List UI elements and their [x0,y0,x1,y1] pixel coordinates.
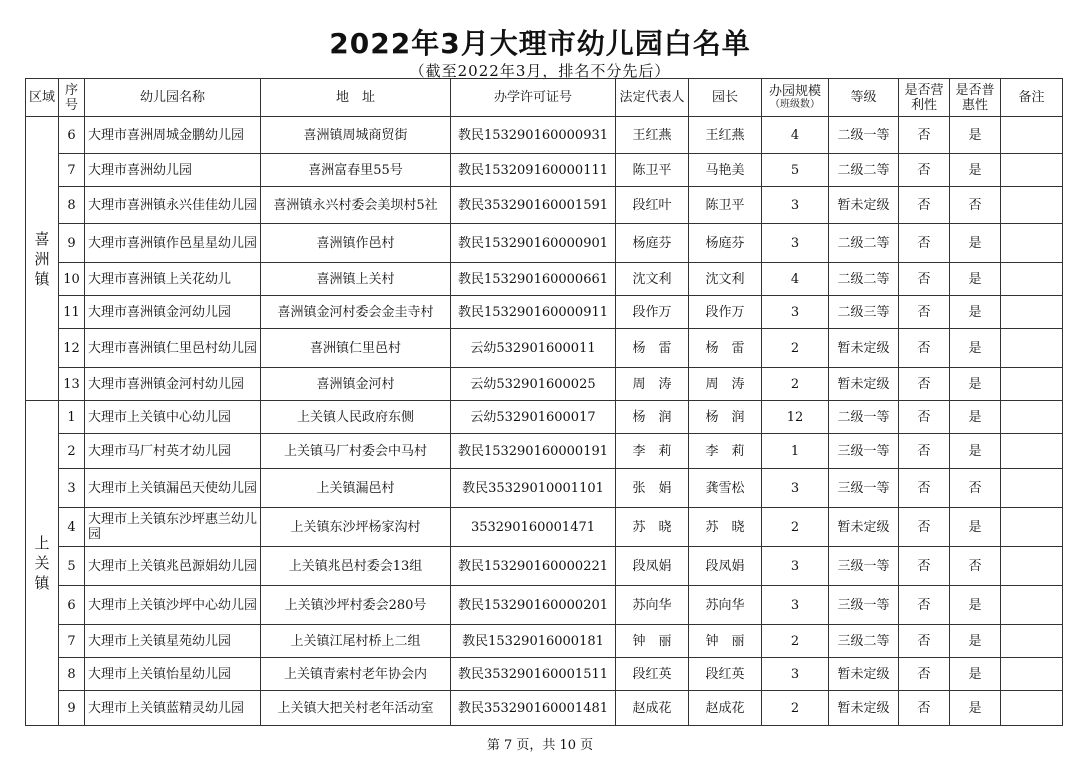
header-scale-label: 办园规模 [768,84,821,99]
table-row [26,586,1063,625]
header-legal-rep: 法定代表人 [616,79,689,117]
cell-scale: 2 [762,625,829,658]
cell-license: 教民153290160000931 [451,117,616,154]
cell-director: 钟 丽 [689,625,762,658]
kindergarten-table [25,78,1063,726]
cell-grade: 二级三等 [829,296,899,329]
header-note: 备注 [1001,79,1063,117]
cell-grade: 暂未定级 [829,187,899,224]
cell-address: 喜洲富春里55号 [261,154,451,187]
cell-grade: 暂未定级 [829,329,899,368]
cell-name: 大理市上关镇兆邑源娟幼儿园 [85,547,261,586]
cell-profit: 否 [899,224,950,263]
cell-scale: 3 [762,469,829,508]
cell-director: 周 涛 [689,368,762,401]
cell-address: 上关镇东沙坪杨家沟村 [261,508,451,547]
cell-license: 教民153290160000661 [451,263,616,296]
cell-legal-rep: 李 莉 [616,434,689,469]
cell-scale: 3 [762,586,829,625]
cell-name: 大理市马厂村英才幼儿园 [85,434,261,469]
cell-profit: 否 [899,187,950,224]
cell-director: 段红英 [689,658,762,691]
cell-note [1001,368,1063,401]
page-footer: 第 7 页，共 10 页 [486,738,594,753]
cell-scale: 5 [762,154,829,187]
cell-license: 教民153290160000901 [451,224,616,263]
cell-seq: 4 [59,508,85,547]
cell-scale: 3 [762,547,829,586]
table-body [26,117,1063,726]
cell-address: 上关镇沙坪村委会280号 [261,586,451,625]
cell-grade: 三级二等 [829,625,899,658]
cell-director: 赵成花 [689,691,762,726]
cell-address: 喜洲镇上关村 [261,263,451,296]
cell-legal-rep: 赵成花 [616,691,689,726]
cell-scale: 3 [762,224,829,263]
cell-grade: 暂未定级 [829,368,899,401]
cell-grade: 三级一等 [829,434,899,469]
header-scale-sub: （班级数） [770,99,820,110]
cell-address: 上关镇兆邑村委会13组 [261,547,451,586]
cell-seq: 9 [59,691,85,726]
cell-grade: 三级一等 [829,547,899,586]
cell-grade: 二级二等 [829,154,899,187]
cell-seq: 8 [59,658,85,691]
header-profit: 是否营利性 [899,79,950,117]
cell-legal-rep: 杨 润 [616,401,689,434]
cell-inclusive: 是 [950,224,1001,263]
table-row [26,401,1063,434]
cell-inclusive: 是 [950,368,1001,401]
table-row [26,469,1063,508]
cell-profit: 否 [899,154,950,187]
cell-legal-rep: 沈文利 [616,263,689,296]
table-row [26,625,1063,658]
cell-region: 喜 洲 镇 [26,117,59,401]
cell-legal-rep: 杨庭芬 [616,224,689,263]
cell-note [1001,296,1063,329]
cell-license: 云幼532901600017 [451,401,616,434]
cell-scale: 4 [762,117,829,154]
cell-note [1001,434,1063,469]
cell-profit: 否 [899,368,950,401]
cell-grade: 二级一等 [829,117,899,154]
cell-director: 苏 晓 [689,508,762,547]
cell-director: 陈卫平 [689,187,762,224]
cell-legal-rep: 杨 雷 [616,329,689,368]
cell-inclusive: 是 [950,625,1001,658]
header-name: 幼儿园名称 [85,79,261,117]
cell-profit: 否 [899,401,950,434]
cell-profit: 否 [899,469,950,508]
cell-legal-rep: 张 娟 [616,469,689,508]
cell-license: 云幼532901600025 [451,368,616,401]
cell-name: 大理市上关镇星苑幼儿园 [85,625,261,658]
cell-scale: 1 [762,434,829,469]
header-seq: 序号 [59,79,85,117]
cell-address: 喜洲镇周城商贸街 [261,117,451,154]
cell-grade: 二级二等 [829,263,899,296]
cell-region: 上 关 镇 [26,401,59,726]
cell-inclusive: 是 [950,329,1001,368]
cell-name: 大理市喜洲镇金河村幼儿园 [85,368,261,401]
cell-profit: 否 [899,586,950,625]
cell-legal-rep: 段红英 [616,658,689,691]
cell-legal-rep: 段凤娟 [616,547,689,586]
cell-seq: 6 [59,586,85,625]
cell-note [1001,547,1063,586]
cell-license: 云幼532901600011 [451,329,616,368]
table-row [26,658,1063,691]
cell-name: 大理市上关镇东沙坪惠兰幼儿园 [85,508,261,547]
cell-seq: 7 [59,625,85,658]
cell-seq: 7 [59,154,85,187]
cell-profit: 否 [899,625,950,658]
cell-legal-rep: 钟 丽 [616,625,689,658]
cell-license: 教民353290160001511 [451,658,616,691]
cell-director: 苏向华 [689,586,762,625]
page-subtitle: （截至2022年3月，排名不分先后） [409,62,671,80]
cell-note [1001,658,1063,691]
header-grade: 等级 [829,79,899,117]
cell-legal-rep: 陈卫平 [616,154,689,187]
cell-scale: 3 [762,187,829,224]
cell-seq: 8 [59,187,85,224]
cell-address: 喜洲镇仁里邑村 [261,329,451,368]
cell-address: 上关镇马厂村委会中马村 [261,434,451,469]
cell-profit: 否 [899,263,950,296]
cell-address: 喜洲镇金河村 [261,368,451,401]
cell-name: 大理市喜洲镇永兴佳佳幼儿园 [85,187,261,224]
cell-inclusive: 否 [950,469,1001,508]
cell-inclusive: 是 [950,658,1001,691]
cell-license: 教民153209160000111 [451,154,616,187]
cell-director: 杨 润 [689,401,762,434]
header-scale [762,79,829,117]
cell-director: 龚雪松 [689,469,762,508]
cell-name: 大理市上关镇漏邑天使幼儿园 [85,469,261,508]
cell-name: 大理市上关镇怡星幼儿园 [85,658,261,691]
cell-inclusive: 是 [950,691,1001,726]
cell-license: 教民15329016000181 [451,625,616,658]
cell-address: 喜洲镇作邑村 [261,224,451,263]
cell-name: 大理市喜洲幼儿园 [85,154,261,187]
table-row [26,508,1063,547]
cell-seq: 1 [59,401,85,434]
cell-note [1001,401,1063,434]
cell-name: 大理市喜洲周城金鹏幼儿园 [85,117,261,154]
cell-seq: 12 [59,329,85,368]
cell-address: 喜洲镇永兴村委会美坝村5社 [261,187,451,224]
cell-legal-rep: 段红叶 [616,187,689,224]
table-row [26,329,1063,368]
cell-director: 段作万 [689,296,762,329]
cell-seq: 3 [59,469,85,508]
cell-note [1001,469,1063,508]
cell-grade: 三级一等 [829,586,899,625]
table-row [26,368,1063,401]
page-title: 2022年3月大理市幼儿园白名单 [329,27,751,60]
cell-profit: 否 [899,691,950,726]
cell-license: 教民153290160000191 [451,434,616,469]
cell-inclusive: 是 [950,508,1001,547]
cell-note [1001,117,1063,154]
cell-scale: 2 [762,329,829,368]
cell-director: 李 莉 [689,434,762,469]
header-address: 地 址 [261,79,451,117]
table-row [26,434,1063,469]
cell-inclusive: 是 [950,586,1001,625]
cell-profit: 否 [899,117,950,154]
cell-scale: 2 [762,368,829,401]
cell-name: 大理市喜洲镇仁里邑村幼儿园 [85,329,261,368]
cell-name: 大理市上关镇中心幼儿园 [85,401,261,434]
cell-seq: 13 [59,368,85,401]
cell-director: 段凤娟 [689,547,762,586]
cell-inclusive: 否 [950,187,1001,224]
table-row [26,224,1063,263]
cell-license: 教民353290160001481 [451,691,616,726]
cell-profit: 否 [899,658,950,691]
cell-note [1001,508,1063,547]
cell-grade: 暂未定级 [829,658,899,691]
cell-grade: 二级一等 [829,401,899,434]
cell-inclusive: 是 [950,296,1001,329]
header-license: 办学许可证号 [451,79,616,117]
cell-director: 杨庭芬 [689,224,762,263]
cell-director: 马艳美 [689,154,762,187]
cell-grade: 暂未定级 [829,508,899,547]
cell-inclusive: 是 [950,117,1001,154]
cell-note [1001,154,1063,187]
cell-scale: 3 [762,658,829,691]
cell-director: 沈文利 [689,263,762,296]
cell-license: 353290160001471 [451,508,616,547]
cell-name: 大理市喜洲镇作邑星星幼儿园 [85,224,261,263]
cell-grade: 二级二等 [829,224,899,263]
cell-note [1001,263,1063,296]
cell-note [1001,625,1063,658]
cell-address: 上关镇漏邑村 [261,469,451,508]
cell-name: 大理市喜洲镇金河幼儿园 [85,296,261,329]
cell-scale: 4 [762,263,829,296]
cell-seq: 11 [59,296,85,329]
cell-seq: 5 [59,547,85,586]
cell-legal-rep: 王红燕 [616,117,689,154]
cell-license: 教民153290160000201 [451,586,616,625]
cell-profit: 否 [899,329,950,368]
cell-profit: 否 [899,296,950,329]
cell-scale: 12 [762,401,829,434]
cell-name: 大理市上关镇沙坪中心幼儿园 [85,586,261,625]
cell-seq: 10 [59,263,85,296]
cell-director: 王红燕 [689,117,762,154]
table-row [26,154,1063,187]
table-row [26,296,1063,329]
cell-note [1001,329,1063,368]
cell-license: 教民153290160000221 [451,547,616,586]
cell-scale: 3 [762,296,829,329]
cell-profit: 否 [899,434,950,469]
cell-name: 大理市喜洲镇上关花幼儿 [85,263,261,296]
cell-license: 教民35329010001101 [451,469,616,508]
cell-inclusive: 是 [950,263,1001,296]
table-row [26,117,1063,154]
table-row [26,547,1063,586]
cell-legal-rep: 苏向华 [616,586,689,625]
cell-license: 教民353290160001591 [451,187,616,224]
cell-address: 喜洲镇金河村委会金圭寺村 [261,296,451,329]
cell-legal-rep: 苏 晓 [616,508,689,547]
table-header-row [26,79,1063,117]
cell-inclusive: 是 [950,154,1001,187]
cell-director: 杨 雷 [689,329,762,368]
cell-legal-rep: 段作万 [616,296,689,329]
cell-inclusive: 是 [950,401,1001,434]
header-region: 区域 [26,79,59,117]
cell-seq: 6 [59,117,85,154]
cell-note [1001,691,1063,726]
cell-note [1001,586,1063,625]
cell-legal-rep: 周 涛 [616,368,689,401]
header-director: 园长 [689,79,762,117]
cell-inclusive: 否 [950,547,1001,586]
cell-address: 上关镇大把关村老年活动室 [261,691,451,726]
cell-address: 上关镇江尾村桥上二组 [261,625,451,658]
header-inclusive: 是否普惠性 [950,79,1001,117]
cell-seq: 9 [59,224,85,263]
cell-address: 上关镇青索村老年协会内 [261,658,451,691]
cell-note [1001,187,1063,224]
cell-profit: 否 [899,547,950,586]
cell-profit: 否 [899,508,950,547]
cell-grade: 暂未定级 [829,691,899,726]
cell-address: 上关镇人民政府东侧 [261,401,451,434]
table-row [26,691,1063,726]
cell-scale: 2 [762,691,829,726]
cell-name: 大理市上关镇蓝精灵幼儿园 [85,691,261,726]
cell-scale: 2 [762,508,829,547]
cell-note [1001,224,1063,263]
table-row [26,187,1063,224]
cell-inclusive: 是 [950,434,1001,469]
cell-seq: 2 [59,434,85,469]
cell-license: 教民153290160000911 [451,296,616,329]
cell-grade: 三级一等 [829,469,899,508]
table-row [26,263,1063,296]
